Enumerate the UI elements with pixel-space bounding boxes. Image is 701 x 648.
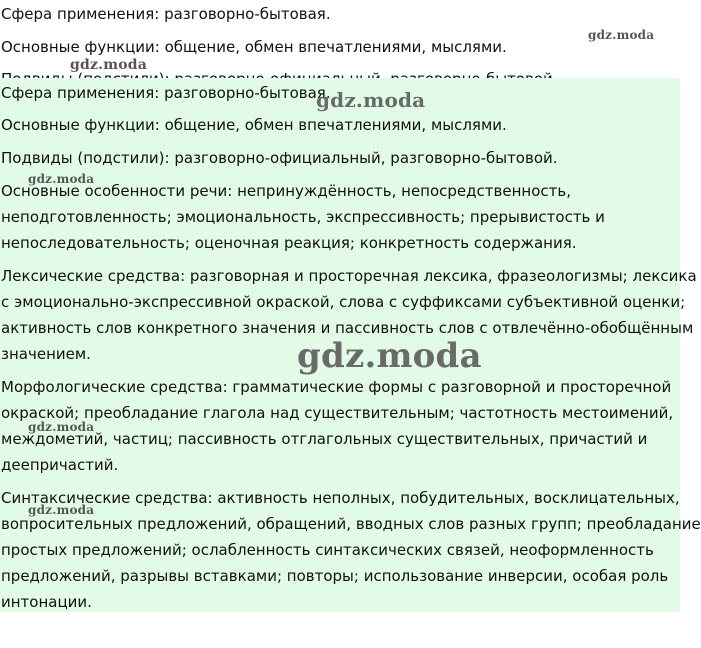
section-6-line-3: междометий, частиц; пассивность отглагольных существительных, причастий и [1, 430, 648, 448]
section-2-line-1: Основные функции: общение, обмен впечатлениями, мыслями. [1, 116, 507, 134]
section-7-line-3: простых предложений; ослабленность синтаксических связей, неоформленность [1, 541, 654, 559]
section-4-line-2: неподготовленность; эмоциональность, экспрессивность; прерывистость и [1, 208, 605, 226]
watermark-logo: gdz.moda [70, 57, 148, 73]
watermark-logo: gdz.moda [28, 172, 95, 186]
section-7-line-5: интонации. [1, 593, 92, 611]
section-5-line-3: активность слов конкретного значения и пассивность слов с отвлечённо-обобщённым [1, 319, 694, 337]
section-4-line-3: непоследовательность; оценочная реакция; конкретность содержания. [1, 234, 577, 252]
top-line-1: Сфера применения: разговорно-бытовая. [1, 5, 331, 23]
section-6-line-1: Морфологические средства: грамматические формы с разговорной и просторечной [1, 378, 672, 396]
section-3-line-1: Подвиды (подстили): разговорно-официальный, разговорно-бытовой. [1, 149, 558, 167]
section-4-line-1: Основные особенности речи: непринуждённость, непосредственность, [1, 182, 571, 200]
watermark-logo: gdz.moda [297, 336, 482, 376]
section-6-line-2: окраской; преобладание глагола над существительным; частотность местоимений, [1, 404, 674, 422]
top-line-2: Основные функции: общение, обмен впечатлениями, мыслями. [1, 38, 507, 56]
watermark-logo: gdz.moda [28, 420, 95, 434]
section-1-line-1: Сфера применения: разговорно-бытовая. [1, 84, 331, 102]
section-7-line-1: Синтаксические средства: активность неполных, побудительных, восклицательных, [1, 489, 680, 507]
watermark-logo: gdz.moda [316, 88, 426, 112]
section-6-line-4: деепричастий. [1, 456, 119, 474]
section-5-line-2: с эмоционально-экспрессивной окраской, слова с суффиксами субъективной оценки; [1, 293, 686, 311]
section-5-line-4: значением. [1, 345, 91, 363]
section-5-line-1: Лексические средства: разговорная и просторечная лексика, фразеологизмы; лексика [1, 267, 697, 285]
watermark-logo: gdz.moda [588, 28, 655, 42]
section-7-line-4: предложений, разрывы вставками; повторы; использование инверсии, особая роль [1, 567, 669, 585]
section-7-line-2: вопросительных предложений, обращений, вводных слов разных групп; преобладание [1, 515, 701, 533]
watermark-logo: gdz.moda [28, 503, 95, 517]
